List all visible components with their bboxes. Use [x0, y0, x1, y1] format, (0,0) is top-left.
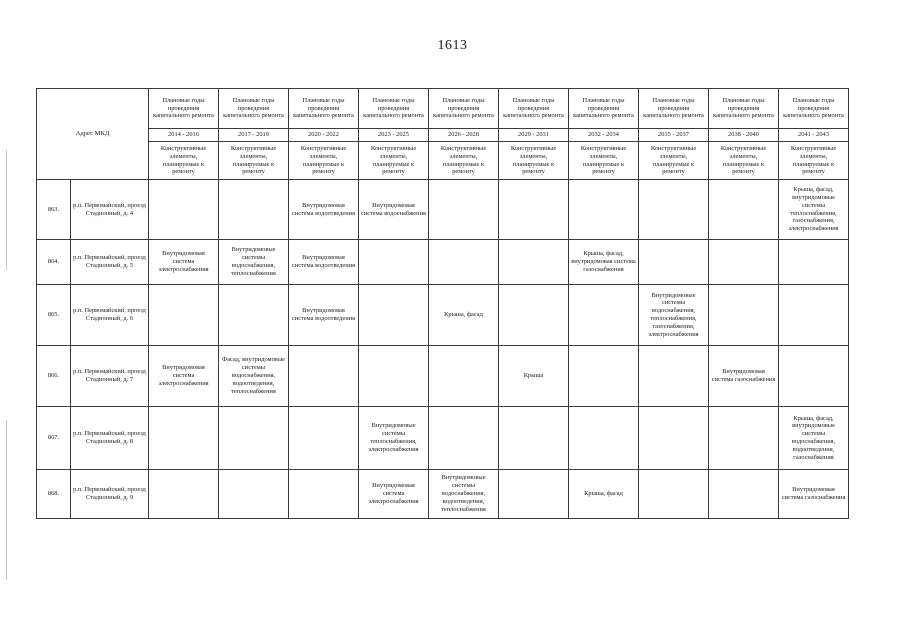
schedule-cell — [359, 240, 429, 285]
schedule-cell — [429, 407, 499, 470]
schedule-cell — [499, 240, 569, 285]
period-header-cell: Плановые годы проведения капитального ремонта — [779, 89, 849, 129]
schedule-cell: Крыша, фасад, внутридомовые системы водоснабжения, водоотведения, газоснабжения — [779, 407, 849, 470]
schedule-cell — [289, 346, 359, 407]
schedule-cell — [569, 180, 639, 240]
row-address: р.п. Первомайский, проезд Стадионный, д. 9 — [71, 470, 149, 519]
year-range-cell: 2023 - 2025 — [359, 129, 429, 142]
header-row-period — [37, 89, 849, 129]
schedule-cell: Внутридомовая система электроснабжения — [149, 240, 219, 285]
row-address: р.п. Первомайский, проезд Стадионный, д. 7 — [71, 346, 149, 407]
schedule-cell: Внутридомовая система водоотведения — [289, 180, 359, 240]
schedule-cell: Внутридомовые системы теплоснабжения, электроснабжения — [359, 407, 429, 470]
schedule-cell — [219, 407, 289, 470]
elements-header-cell: Конструктивные элементы, планируемые к ремонту — [639, 142, 709, 180]
schedule-cell: Внутридомовая система водоснабжения — [359, 180, 429, 240]
schedule-cell — [709, 285, 779, 346]
year-range-cell: 2038 - 2040 — [709, 129, 779, 142]
schedule-cell: Внутридомовая система водоотведения — [289, 240, 359, 285]
schedule-cell — [639, 240, 709, 285]
period-header-cell: Плановые годы проведения капитального ремонта — [219, 89, 289, 129]
schedule-cell — [429, 180, 499, 240]
schedule-cell: Внутридомовые системы водоснабжения, водоотведения, теплоснабжения — [429, 470, 499, 519]
elements-header-cell: Конструктивные элементы, планируемые к ремонту — [569, 142, 639, 180]
period-header-cell: Плановые годы проведения капитального ремонта — [639, 89, 709, 129]
schedule-cell — [219, 180, 289, 240]
schedule-cell — [219, 470, 289, 519]
schedule-cell — [779, 285, 849, 346]
table-row — [37, 285, 849, 346]
schedule-cell: Внутридомовая система газоснабжения — [709, 346, 779, 407]
header-row-years — [37, 129, 849, 142]
schedule-cell — [639, 470, 709, 519]
schedule-cell — [779, 240, 849, 285]
schedule-cell — [499, 285, 569, 346]
schedule-cell: Внутридомовая система электроснабжения — [359, 470, 429, 519]
schedule-cell: Крыша, фасад, внутридомовая система газоснабжения — [569, 240, 639, 285]
row-number: 867. — [37, 407, 71, 470]
schedule-cell — [639, 346, 709, 407]
schedule-cell — [149, 470, 219, 519]
schedule-cell — [499, 470, 569, 519]
schedule-cell — [219, 285, 289, 346]
period-header-cell: Плановые годы проведения капитального ремонта — [289, 89, 359, 129]
table-body — [37, 180, 849, 519]
row-address: р.п. Первомайский, проезд Стадионный, д. 6 — [71, 285, 149, 346]
schedule-cell — [639, 180, 709, 240]
schedule-cell — [709, 470, 779, 519]
schedule-cell — [289, 470, 359, 519]
schedule-cell — [149, 407, 219, 470]
schedule-cell: Фасад, внутридомовые системы водоснабжения, водоотведения, теплоснабжения — [219, 346, 289, 407]
elements-header-cell: Конструктивные элементы, планируемые к ремонту — [289, 142, 359, 180]
table-row — [37, 470, 849, 519]
schedule-cell — [709, 240, 779, 285]
schedule-cell — [709, 407, 779, 470]
row-address: р.п. Первомайский, проезд Стадионный, д. 5 — [71, 240, 149, 285]
elements-header-cell: Конструктивные элементы, планируемые к ремонту — [219, 142, 289, 180]
year-range-cell: 2041 - 2043 — [779, 129, 849, 142]
schedule-cell: Внутридомовая система электроснабжения — [149, 346, 219, 407]
year-range-cell: 2014 - 2016 — [149, 129, 219, 142]
schedule-cell — [639, 407, 709, 470]
schedule-cell: Крыша, фасад — [429, 285, 499, 346]
row-number: 863. — [37, 180, 71, 240]
header-row-elements — [37, 142, 849, 180]
period-header-cell: Плановые годы проведения капитального ремонта — [709, 89, 779, 129]
table-header — [37, 89, 849, 180]
period-header-cell: Плановые годы проведения капитального ремонта — [359, 89, 429, 129]
schedule-cell: Крыша — [499, 346, 569, 407]
period-header-cell: Плановые годы проведения капитального ремонта — [429, 89, 499, 129]
schedule-cell — [499, 180, 569, 240]
schedule-cell: Внутридомовая система водоотведения — [289, 285, 359, 346]
scan-margin-line — [6, 150, 7, 270]
period-header-cell: Плановые годы проведения капитального ремонта — [149, 89, 219, 129]
schedule-cell — [359, 346, 429, 407]
table-row — [37, 240, 849, 285]
repair-schedule-table — [36, 88, 849, 519]
schedule-cell — [569, 407, 639, 470]
row-number: 866. — [37, 346, 71, 407]
schedule-cell — [429, 346, 499, 407]
schedule-cell: Внутридомовая система газоснабжения — [779, 470, 849, 519]
table-row — [37, 346, 849, 407]
row-number: 868. — [37, 470, 71, 519]
row-address: р.п. Первомайский, проезд Стадионный, д. 8 — [71, 407, 149, 470]
schedule-cell — [499, 407, 569, 470]
scan-margin-line — [6, 420, 7, 580]
schedule-cell — [779, 346, 849, 407]
period-header-cell: Плановые годы проведения капитального ремонта — [569, 89, 639, 129]
schedule-cell — [359, 285, 429, 346]
schedule-cell — [569, 346, 639, 407]
row-address: р.п. Первомайский, проезд Стадионный, д. 4 — [71, 180, 149, 240]
table-row — [37, 407, 849, 470]
year-range-cell: 2035 - 2037 — [639, 129, 709, 142]
schedule-cell — [429, 240, 499, 285]
address-column-header: Адрес МКД — [37, 89, 149, 180]
year-range-cell: 2026 - 2028 — [429, 129, 499, 142]
row-number: 864. — [37, 240, 71, 285]
schedule-cell — [709, 180, 779, 240]
elements-header-cell: Конструктивные элементы, планируемые к ремонту — [779, 142, 849, 180]
elements-header-cell: Конструктивные элементы, планируемые к ремонту — [149, 142, 219, 180]
year-range-cell: 2032 - 2034 — [569, 129, 639, 142]
schedule-cell: Крыша, фасад — [569, 470, 639, 519]
page-number: 1613 — [437, 38, 468, 53]
year-range-cell: 2020 - 2022 — [289, 129, 359, 142]
year-range-cell: 2029 - 2031 — [499, 129, 569, 142]
schedule-cell: Крыша, фасад, внутридомовые системы теплоснабжения, газоснабжения, электроснабжения — [779, 180, 849, 240]
row-number: 865. — [37, 285, 71, 346]
table-row — [37, 180, 849, 240]
elements-header-cell: Конструктивные элементы, планируемые к ремонту — [709, 142, 779, 180]
year-range-cell: 2017 - 2019 — [219, 129, 289, 142]
elements-header-cell: Конструктивные элементы, планируемые к ремонту — [359, 142, 429, 180]
period-header-cell: Плановые годы проведения капитального ремонта — [499, 89, 569, 129]
elements-header-cell: Конструктивные элементы, планируемые к ремонту — [429, 142, 499, 180]
schedule-cell — [569, 285, 639, 346]
schedule-cell: Внутридомовые системы водоснабжения, теплоснабжения, газоснабжения, электроснабжения — [639, 285, 709, 346]
schedule-cell — [289, 407, 359, 470]
schedule-cell: Внутридомовые системы водоснабжения, теплоснабжения — [219, 240, 289, 285]
elements-header-cell: Конструктивные элементы, планируемые к ремонту — [499, 142, 569, 180]
schedule-cell — [149, 180, 219, 240]
schedule-cell — [149, 285, 219, 346]
